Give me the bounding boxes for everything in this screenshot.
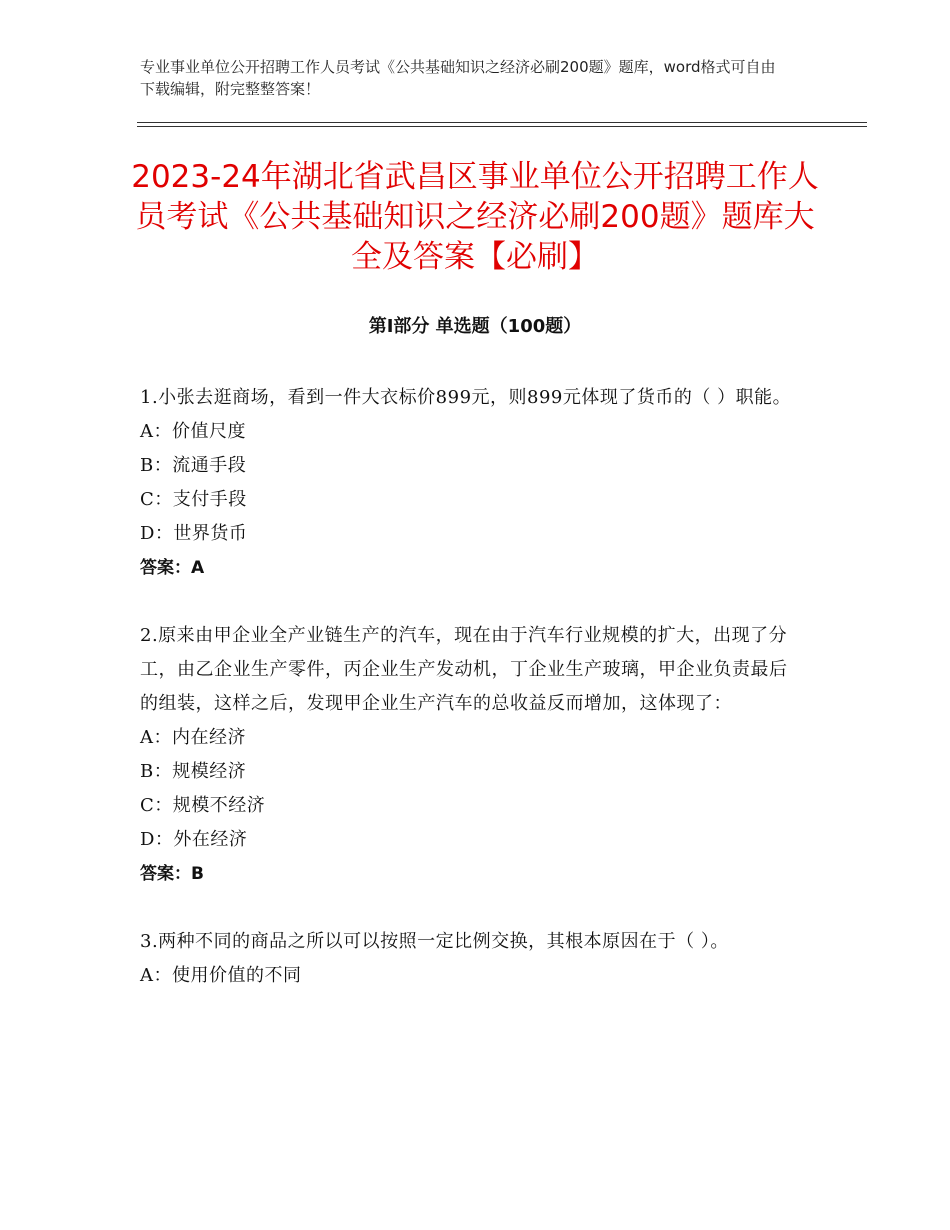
document-title: 2023-24年湖北省武昌区事业单位公开招聘工作人员考试《公共基础知识之经济必刷200题》题库大全及答案【必刷】 bbox=[131, 159, 819, 275]
option-a: A：价值尺度 bbox=[140, 421, 246, 442]
section-title: 第Ⅰ部分 单选题（100题） bbox=[368, 316, 582, 337]
option-d: D：外在经济 bbox=[140, 829, 248, 850]
question-stem: 1.小张去逛商场，看到一件大衣标价899元，则899元体现了货币的（ ）职能。 bbox=[140, 387, 792, 408]
page-header: 专业事业单位公开招聘工作人员考试《公共基础知识之经济必刷200题》题库，word格式可自由下载编辑，附完整整答案！ bbox=[140, 58, 776, 98]
option-a: A：使用价值的不同 bbox=[140, 965, 302, 986]
header-divider-bottom bbox=[137, 126, 867, 127]
option-c: C：规模不经济 bbox=[140, 795, 266, 816]
answer-label: 答案：B bbox=[140, 864, 204, 884]
answer-label: 答案：A bbox=[140, 558, 205, 578]
question-stem: 3.两种不同的商品之所以可以按照一定比例交换，其根本原因在于（ ）。 bbox=[140, 931, 729, 952]
option-d: D：世界货币 bbox=[140, 523, 248, 544]
option-a: A：内在经济 bbox=[140, 727, 246, 748]
question-stem: 2.原来由甲企业全产业链生产的汽车，现在由于汽车行业规模的扩大，出现了分工，由乙企业生产零件，丙企业生产发动机，丁企业生产玻璃，甲企业负责最后的组装，这样之后，发现甲企业生产汽车的总收益反而增加，这体现了： bbox=[140, 625, 788, 714]
question-1 bbox=[140, 381, 800, 585]
header-divider-top bbox=[137, 122, 867, 123]
option-c: C：支付手段 bbox=[140, 489, 247, 510]
question-3 bbox=[140, 925, 800, 993]
option-b: B：规模经济 bbox=[140, 761, 247, 782]
question-2 bbox=[140, 619, 800, 891]
question-list bbox=[140, 381, 800, 1027]
option-b: B：流通手段 bbox=[140, 455, 247, 476]
